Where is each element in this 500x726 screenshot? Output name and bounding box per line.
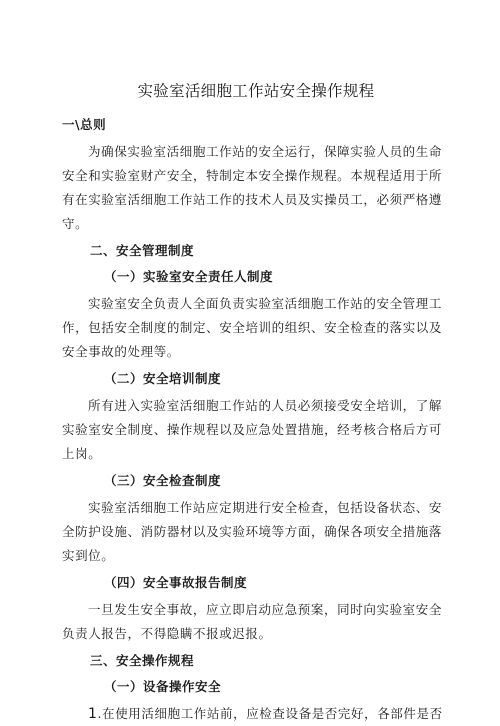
- paragraph-purpose: 为确保实验室活细胞工作站的安全运行，保障实验人员的生命安全和实验室财产安全，特制定本安全操作规程。本规程适用于所有在实验室活细胞工作站工作的技术人员及实操员工，必须严格遵守。: [62, 144, 442, 231]
- subheading-training: （二）安全培训制度: [104, 371, 222, 386]
- paragraph-training: 所有进入实验室活细胞工作站的人员必须接受安全培训，了解实验室安全制度、操作规程以及应急处置措施，经考核合格后方可上岗。: [62, 398, 442, 461]
- section-heading-operation: 三、安全操作规程: [90, 653, 195, 668]
- document-title: 实验室活细胞工作站安全操作规程: [137, 82, 375, 100]
- paragraph-accident-report: 一旦发生安全事故，应立即启动应急预案，同时向实验室安全负责人报告，不得隐瞒不报或迟报。: [62, 602, 442, 641]
- paragraph-inspection: 实验室活细胞工作站应定期进行安全检查，包括设备状态、安全防护设施、消防器材以及实验环境等方面，确保各项安全措施落实到位。: [62, 500, 442, 563]
- paragraph-responsibility: 实验室安全负责人全面负责实验室活细胞工作站的安全管理工作，包括安全制度的制定、安全培训的组织、安全检查的落实以及安全事故的处理等。: [62, 296, 442, 359]
- list-item-number: 1: [88, 706, 98, 722]
- subheading-accident-report: （四）安全事故报告制度: [104, 575, 248, 590]
- list-item-text: .在使用活细胞工作站前，应检查设备是否完好，各部件是否: [97, 706, 443, 721]
- subheading-equipment-safety: （一）设备操作安全: [104, 679, 222, 694]
- subheading-responsibility: （一）实验室安全责任人制度: [104, 269, 274, 284]
- list-item: [62, 702, 442, 726]
- subheading-inspection: （三）安全检查制度: [104, 473, 222, 488]
- section-heading-management: 二、安全管理制度: [90, 243, 195, 258]
- section-heading-general: 一\总则: [62, 117, 107, 132]
